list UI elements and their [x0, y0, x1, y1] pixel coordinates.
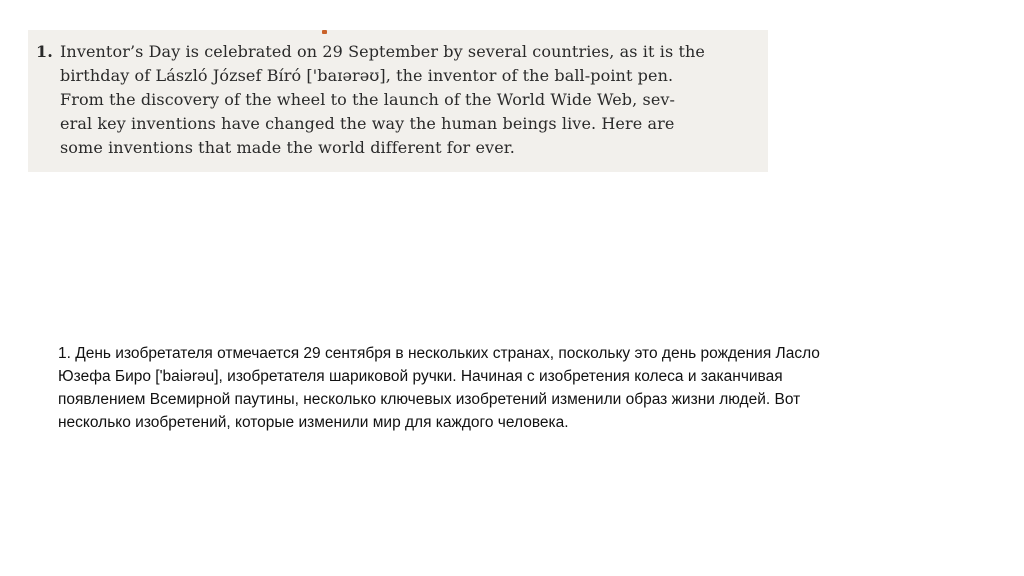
english-line [36, 136, 768, 160]
scan-color-mark [322, 30, 327, 34]
translation-line: 1. День изобретателя отмечается 29 сентября в нескольких странах, поскольку это день рождения Ласло [58, 345, 820, 362]
scanned-textbook-excerpt [28, 30, 768, 172]
english-line-text: some inventions that made the world different for ever. [60, 138, 515, 157]
english-line [36, 40, 768, 64]
english-line-text: birthday of László József Bíró ['baɪərəʊ], the inventor of the ball-point pen. [60, 66, 674, 85]
english-line-text: From the discovery of the wheel to the launch of the World Wide Web, sev- [60, 90, 676, 109]
english-line-text: Inventor’s Day is celebrated on 29 September by several countries, as it is the [60, 42, 705, 61]
translation-line: появлением Всемирной паутины, несколько ключевых изобретений изменили образ жизни людей. Вот [58, 391, 801, 408]
english-line-text: eral key inventions have changed the way the human beings live. Here are [60, 114, 675, 133]
english-line [36, 88, 768, 112]
translation-line: Юзефа Биро ['baiərəu], изобретателя шариковой ручки. Начиная с изобретения колеса и заканчивая [58, 368, 783, 385]
russian-translation [58, 342, 958, 434]
english-line [36, 112, 768, 136]
translation-line: несколько изобретений, которые изменили мир для каждого человека. [58, 414, 569, 431]
english-paragraph [36, 40, 768, 160]
item-number: 1. [36, 42, 53, 61]
english-line [36, 64, 768, 88]
